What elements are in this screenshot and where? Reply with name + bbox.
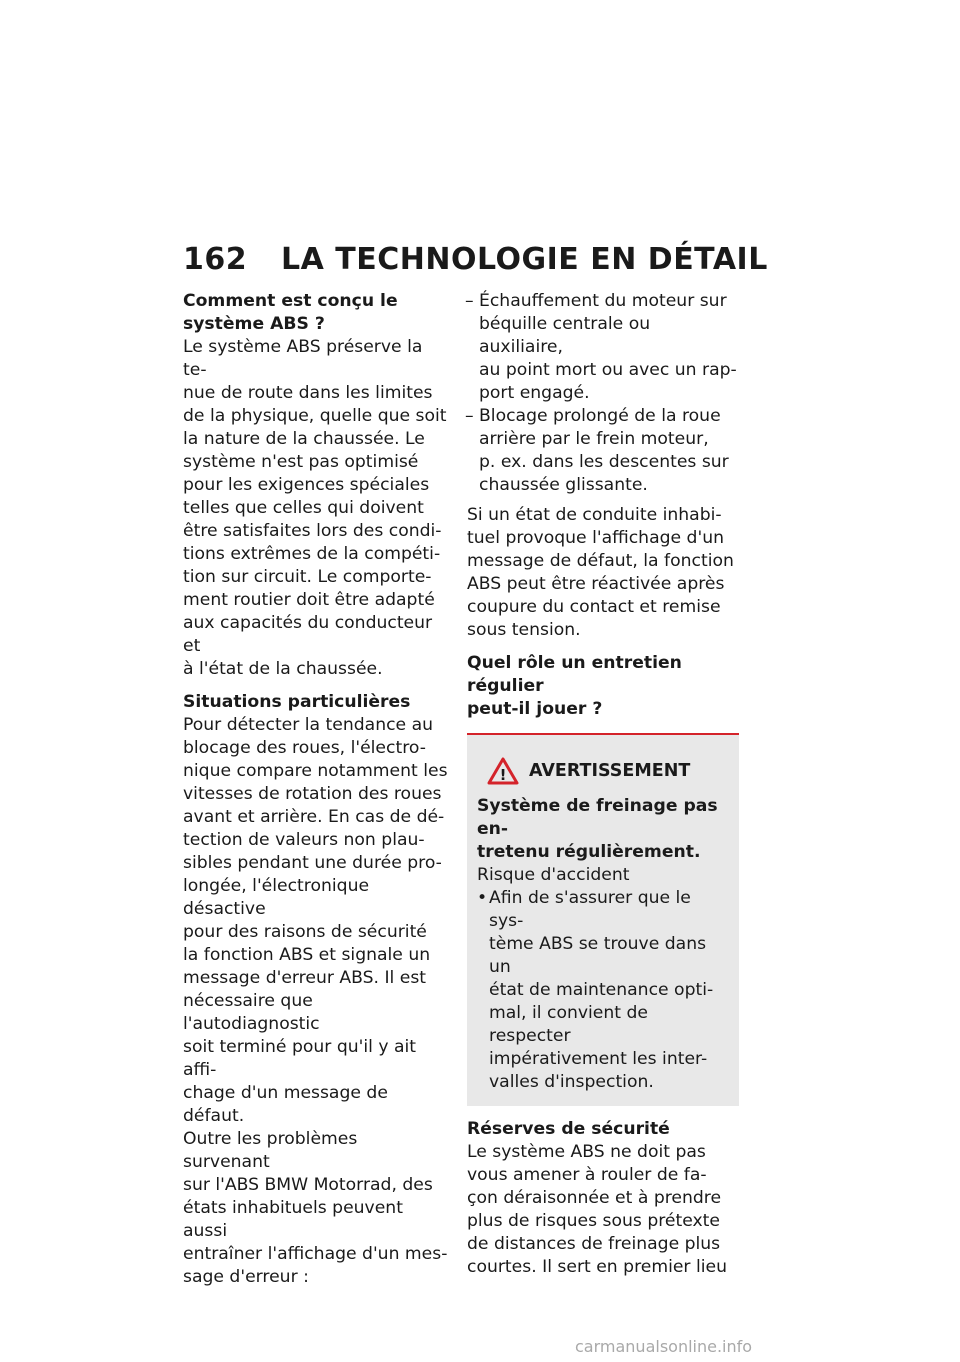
dash-marker: – (465, 291, 474, 311)
error-causes-list (467, 290, 739, 497)
page-header (183, 242, 768, 277)
heading-abs-design: Comment est conçu le système ABS ? (183, 291, 398, 334)
heading-maintenance-role: Quel rôle un entretien régulier peut-il jouer ? (467, 653, 682, 719)
paragraph-special-situations: Pour détecter la tendance au blocage des roues, l'électro- nique compare notamment les vitesses de rotation des roues avant et arrière. En cas de dé- tection de valeurs non plau- sibles pendant une durée pro- longée, l'électronique désactive pour des raisons de sécurité la fonction ABS et signale un message d'erreur ABS. Il est nécessaire que l'autodiagnostic soit terminé pour qu'il y ait affi- chage d'un message de défaut. Outre les problèmes survenant sur l'ABS BMW Motorrad, des états inhabituels peuvent aussi entraîner l'affichage d'un mes- sage d'erreur : (183, 715, 448, 1287)
paragraph-safety-reserves: Le système ABS ne doit pas vous amener à rouler de fa- çon déraisonnée et à prendre plus de risques sous prétexte de distances de freinage plus courtes. Il sert en premier lieu (467, 1142, 727, 1277)
watermark: carmanualsonline.info (575, 1337, 753, 1356)
page-number: 162 (183, 242, 248, 277)
list-item: – Échauffement du moteur sur béquille centrale ou auxiliaire, au point mort ou avec un rap- port engagé. (465, 291, 737, 403)
warning-header (487, 753, 729, 789)
warning-instructions (477, 887, 729, 1094)
left-column (183, 290, 448, 1289)
paragraph-reactivation: Si un état de conduite inhabi- tuel provoque l'affichage d'un message de défaut, la fonction ABS peut être réactivée après coupure du contact et remise sous tension. (467, 505, 734, 640)
svg-text:!: ! (499, 766, 507, 784)
warning-label: AVERTISSEMENT (529, 760, 691, 781)
warning-heading: Système de freinage pas en- tretenu régulièrement. (477, 796, 718, 862)
chapter-title: LA TECHNOLOGIE EN DÉTAIL (281, 242, 768, 277)
right-column (467, 290, 739, 1279)
warning-triangle-icon (487, 757, 519, 785)
heading-special-situations: Situations particulières (183, 692, 411, 712)
list-item: – Blocage prolongé de la roue arrière par le frein moteur, p. ex. dans les descentes sur chaussée glissante. (465, 406, 729, 495)
list-item: • Afin de s'assurer que le sys- tème ABS se trouve dans un état de maintenance opti- mal, il convient de respecter impérativement les inter- valles d'inspection. (477, 888, 714, 1092)
bullet-marker: • (477, 888, 488, 908)
warning-risk: Risque d'accident (477, 865, 630, 885)
dash-marker: – (465, 406, 474, 426)
warning-box (467, 733, 739, 1106)
heading-safety-reserves: Réserves de sécurité (467, 1119, 670, 1139)
paragraph-abs-design: Le système ABS préserve la te- nue de route dans les limites de la physique, quelle que soit la nature de la chaussée. Le système n'est pas optimisé pour les exigences spéciales telles que celles qui doivent être satisfaites lors des condi- tions extrêmes de la compéti- tion sur circuit. Le comporte- ment routier doit être adapté aux capacités du conducteur et à l'état de la chaussée. (183, 337, 447, 679)
